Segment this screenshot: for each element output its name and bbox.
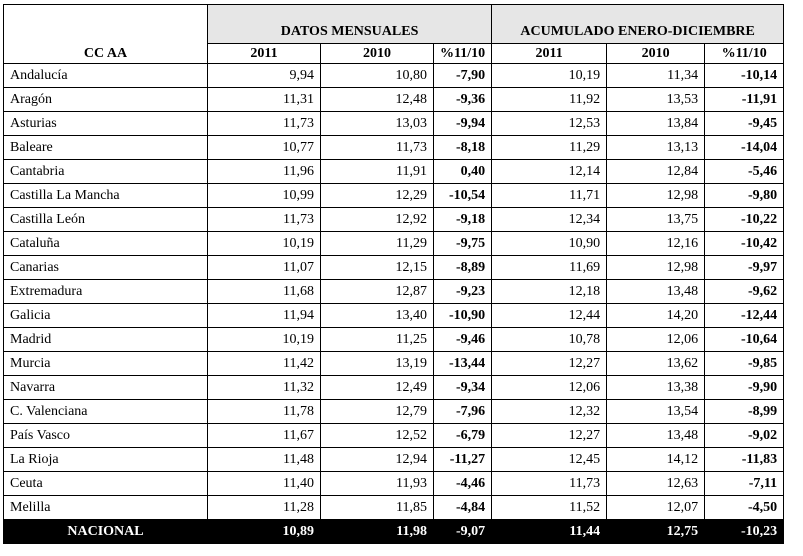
monthly-2011-cell: 11,28 (208, 496, 321, 520)
monthly-pct-cell: -7,90 (434, 64, 492, 88)
table-row (4, 472, 784, 496)
cumulative-2010-cell: 13,62 (607, 352, 705, 376)
table-row (4, 136, 784, 160)
region-cell: Canarias (4, 256, 208, 280)
cumulative-pct-cell: -14,04 (705, 136, 784, 160)
monthly-2011-cell: 11,96 (208, 160, 321, 184)
cumulative-2011-cell: 11,69 (492, 256, 607, 280)
monthly-2011-cell: 10,89 (208, 520, 321, 544)
cumulative-2011-cell: 12,34 (492, 208, 607, 232)
cumulative-2011-cell: 11,29 (492, 136, 607, 160)
cumulative-pct-cell: -9,45 (705, 112, 784, 136)
table-row (4, 280, 784, 304)
table-row (4, 424, 784, 448)
monthly-2010-cell: 13,03 (321, 112, 434, 136)
monthly-2010-cell: 12,29 (321, 184, 434, 208)
region-cell: Extremadura (4, 280, 208, 304)
cumulative-pct-cell: -9,62 (705, 280, 784, 304)
monthly-2010-cell: 13,40 (321, 304, 434, 328)
cumulative-2011-cell: 12,27 (492, 424, 607, 448)
monthly-2010-cell: 12,48 (321, 88, 434, 112)
cumulative-2011-cell: 11,73 (492, 472, 607, 496)
cumulative-2010-cell: 13,13 (607, 136, 705, 160)
region-cell: Galicia (4, 304, 208, 328)
cumulative-pct-cell: -9,80 (705, 184, 784, 208)
region-cell: Castilla La Mancha (4, 184, 208, 208)
monthly-2011-cell: 11,73 (208, 112, 321, 136)
monthly-pct-cell: -9,07 (434, 520, 492, 544)
cumulative-2010-cell: 12,06 (607, 328, 705, 352)
cumulative-2010-cell: 12,98 (607, 256, 705, 280)
monthly-2010-cell: 11,73 (321, 136, 434, 160)
region-cell: La Rioja (4, 448, 208, 472)
monthly-2010-cell: 12,87 (321, 280, 434, 304)
cumulative-pct-cell: -5,46 (705, 160, 784, 184)
cumulative-2010-cell: 12,84 (607, 160, 705, 184)
cumulative-2010-cell: 14,12 (607, 448, 705, 472)
region-cell: C. Valenciana (4, 400, 208, 424)
monthly-pct-cell: -10,54 (434, 184, 492, 208)
cumulative-pct-cell: -10,42 (705, 232, 784, 256)
monthly-pct-cell: -8,18 (434, 136, 492, 160)
header-monthly-pct: %11/10 (434, 44, 492, 64)
monthly-2010-cell: 11,98 (321, 520, 434, 544)
table-row (4, 376, 784, 400)
cumulative-pct-cell: -8,99 (705, 400, 784, 424)
cumulative-2010-cell: 12,16 (607, 232, 705, 256)
table-row (4, 256, 784, 280)
monthly-2010-cell: 11,85 (321, 496, 434, 520)
cumulative-2011-cell: 10,19 (492, 64, 607, 88)
cumulative-pct-cell: -7,11 (705, 472, 784, 496)
region-cell: Melilla (4, 496, 208, 520)
table-row (4, 88, 784, 112)
monthly-pct-cell: -13,44 (434, 352, 492, 376)
monthly-2011-cell: 11,07 (208, 256, 321, 280)
table-row (4, 64, 784, 88)
cumulative-pct-cell: -11,83 (705, 448, 784, 472)
monthly-pct-cell: -7,96 (434, 400, 492, 424)
region-cell: Cataluña (4, 232, 208, 256)
cumulative-2010-cell: 12,63 (607, 472, 705, 496)
cumulative-2011-cell: 12,53 (492, 112, 607, 136)
cumulative-2010-cell: 13,48 (607, 280, 705, 304)
cumulative-pct-cell: -9,02 (705, 424, 784, 448)
header-group-row (4, 5, 784, 44)
monthly-pct-cell: -8,89 (434, 256, 492, 280)
header-monthly-2010: 2010 (321, 44, 434, 64)
cumulative-2011-cell: 11,71 (492, 184, 607, 208)
monthly-2011-cell: 11,40 (208, 472, 321, 496)
region-cell: Navarra (4, 376, 208, 400)
cumulative-2010-cell: 13,84 (607, 112, 705, 136)
monthly-pct-cell: -9,46 (434, 328, 492, 352)
cumulative-2010-cell: 12,07 (607, 496, 705, 520)
region-cell: Murcia (4, 352, 208, 376)
monthly-2011-cell: 11,67 (208, 424, 321, 448)
table-row (4, 496, 784, 520)
cumulative-2011-cell: 12,06 (492, 376, 607, 400)
cumulative-2011-cell: 11,92 (492, 88, 607, 112)
monthly-2011-cell: 11,48 (208, 448, 321, 472)
region-cell: Madrid (4, 328, 208, 352)
region-cell: Cantabria (4, 160, 208, 184)
cumulative-2010-cell: 14,20 (607, 304, 705, 328)
table-row (4, 400, 784, 424)
cumulative-2011-cell: 10,78 (492, 328, 607, 352)
monthly-pct-cell: -9,34 (434, 376, 492, 400)
cumulative-2011-cell: 12,14 (492, 160, 607, 184)
cumulative-2011-cell: 11,44 (492, 520, 607, 544)
header-cumulative-2010: 2010 (607, 44, 705, 64)
cumulative-2011-cell: 11,52 (492, 496, 607, 520)
cumulative-2011-cell: 12,18 (492, 280, 607, 304)
header-blank-cell (4, 5, 208, 44)
monthly-2011-cell: 11,68 (208, 280, 321, 304)
region-cell: País Vasco (4, 424, 208, 448)
monthly-2010-cell: 12,94 (321, 448, 434, 472)
cumulative-2010-cell: 12,98 (607, 184, 705, 208)
monthly-2010-cell: 11,25 (321, 328, 434, 352)
monthly-2011-cell: 10,99 (208, 184, 321, 208)
cumulative-2011-cell: 12,27 (492, 352, 607, 376)
monthly-2011-cell: 11,94 (208, 304, 321, 328)
monthly-2011-cell: 10,77 (208, 136, 321, 160)
header-column-row (4, 44, 784, 64)
monthly-2011-cell: 11,42 (208, 352, 321, 376)
data-table (3, 4, 784, 544)
monthly-pct-cell: 0,40 (434, 160, 492, 184)
monthly-pct-cell: -11,27 (434, 448, 492, 472)
monthly-2010-cell: 12,49 (321, 376, 434, 400)
cumulative-pct-cell: -9,97 (705, 256, 784, 280)
monthly-pct-cell: -4,84 (434, 496, 492, 520)
cumulative-pct-cell: -9,90 (705, 376, 784, 400)
region-cell: Andalucía (4, 64, 208, 88)
monthly-2010-cell: 11,29 (321, 232, 434, 256)
monthly-2011-cell: 10,19 (208, 232, 321, 256)
table-row (4, 208, 784, 232)
region-cell: Ceuta (4, 472, 208, 496)
cumulative-2010-cell: 11,34 (607, 64, 705, 88)
cumulative-2011-cell: 12,32 (492, 400, 607, 424)
cumulative-pct-cell: -10,23 (705, 520, 784, 544)
header-monthly-group: DATOS MENSUALES (208, 5, 492, 44)
monthly-pct-cell: -9,18 (434, 208, 492, 232)
monthly-pct-cell: -9,23 (434, 280, 492, 304)
table-row (4, 304, 784, 328)
monthly-2010-cell: 12,79 (321, 400, 434, 424)
cumulative-2010-cell: 13,48 (607, 424, 705, 448)
table-row (4, 184, 784, 208)
region-cell: Aragón (4, 88, 208, 112)
table-row (4, 232, 784, 256)
table-row (4, 328, 784, 352)
cumulative-pct-cell: -4,50 (705, 496, 784, 520)
cumulative-pct-cell: -10,14 (705, 64, 784, 88)
region-cell: Asturias (4, 112, 208, 136)
monthly-pct-cell: -4,46 (434, 472, 492, 496)
cumulative-2010-cell: 13,54 (607, 400, 705, 424)
monthly-2010-cell: 11,93 (321, 472, 434, 496)
total-row (4, 520, 784, 544)
cumulative-pct-cell: -10,22 (705, 208, 784, 232)
region-cell: Castilla León (4, 208, 208, 232)
monthly-2010-cell: 10,80 (321, 64, 434, 88)
monthly-pct-cell: -10,90 (434, 304, 492, 328)
monthly-pct-cell: -9,36 (434, 88, 492, 112)
cumulative-pct-cell: -11,91 (705, 88, 784, 112)
monthly-2010-cell: 12,15 (321, 256, 434, 280)
table-row (4, 112, 784, 136)
region-cell: NACIONAL (4, 520, 208, 544)
monthly-2010-cell: 13,19 (321, 352, 434, 376)
monthly-2010-cell: 12,52 (321, 424, 434, 448)
header-region: CC AA (4, 44, 208, 64)
monthly-2011-cell: 11,73 (208, 208, 321, 232)
table-row (4, 448, 784, 472)
monthly-pct-cell: -9,75 (434, 232, 492, 256)
table-row (4, 352, 784, 376)
monthly-pct-cell: -9,94 (434, 112, 492, 136)
cumulative-pct-cell: -10,64 (705, 328, 784, 352)
monthly-2011-cell: 11,78 (208, 400, 321, 424)
header-cumulative-2011: 2011 (492, 44, 607, 64)
cumulative-2011-cell: 12,44 (492, 304, 607, 328)
table-row (4, 160, 784, 184)
header-cumulative-group: ACUMULADO ENERO-DICIEMBRE (492, 5, 784, 44)
cumulative-pct-cell: -9,85 (705, 352, 784, 376)
cumulative-2011-cell: 12,45 (492, 448, 607, 472)
monthly-pct-cell: -6,79 (434, 424, 492, 448)
monthly-2011-cell: 10,19 (208, 328, 321, 352)
header-monthly-2011: 2011 (208, 44, 321, 64)
monthly-2010-cell: 12,92 (321, 208, 434, 232)
monthly-2010-cell: 11,91 (321, 160, 434, 184)
monthly-2011-cell: 9,94 (208, 64, 321, 88)
region-cell: Baleare (4, 136, 208, 160)
cumulative-2010-cell: 13,53 (607, 88, 705, 112)
cumulative-2011-cell: 10,90 (492, 232, 607, 256)
header-cumulative-pct: %11/10 (705, 44, 784, 64)
monthly-2011-cell: 11,31 (208, 88, 321, 112)
cumulative-2010-cell: 13,75 (607, 208, 705, 232)
cumulative-pct-cell: -12,44 (705, 304, 784, 328)
cumulative-2010-cell: 12,75 (607, 520, 705, 544)
monthly-2011-cell: 11,32 (208, 376, 321, 400)
cumulative-2010-cell: 13,38 (607, 376, 705, 400)
